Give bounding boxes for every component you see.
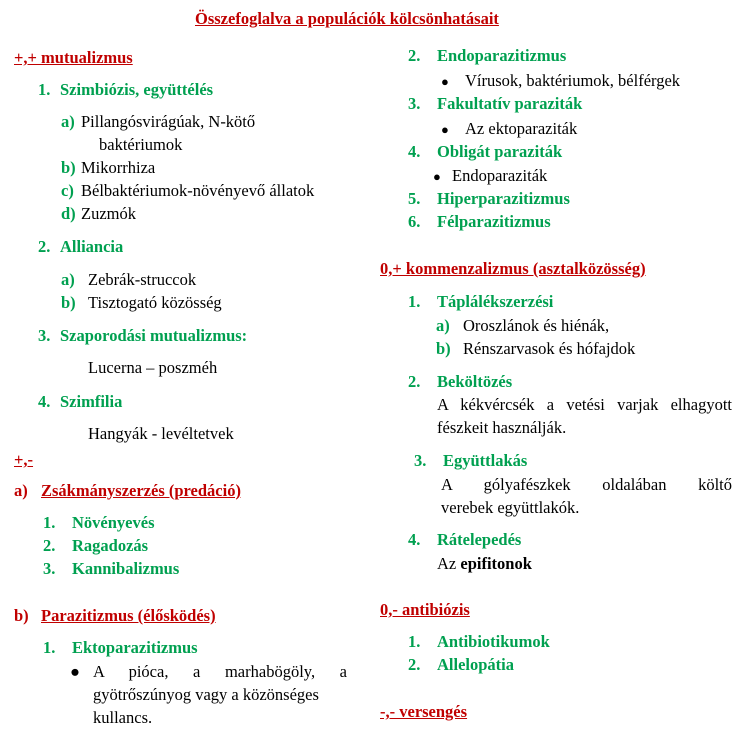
commensalism-item-2: 2. Beköltözés [408, 372, 513, 391]
antibiosis-item-2: 2. Allelopátia [408, 655, 514, 674]
commensalism-item-1-sub-b: b) Rénszarvasok és hófajdok [436, 339, 636, 358]
mutualism-item-4: 4. Szimfilia [38, 392, 123, 411]
commensalism-item-2-text-line-1: A kékvércsék a vetési varjak elhagyott [437, 395, 732, 414]
page-title: Összefoglalva a populációk kölcsönhatásait [195, 9, 499, 28]
parasitism-item-1: 1. Ektoparazitizmus [43, 638, 198, 657]
parasitism-item-1-text-line-1: A pióca, a marhabögöly, a [93, 662, 347, 681]
parasitism-item-1-text-line-2: gyötrőszúnyog vagy a közönséges [93, 685, 319, 704]
commensalism-item-1: 1. Táplálékszerzési [408, 292, 554, 311]
mutualism-item-1-sub-a-cont: baktériumok [99, 135, 183, 154]
commensalism-item-3: 3. Együttlakás [414, 451, 528, 470]
bullet-icon: ● [433, 169, 441, 184]
commensalism-item-4-text: Az epifitonok [437, 554, 532, 573]
parasitism-item-2-bullet: ● Vírusok, baktériumok, bélférgek [441, 71, 681, 90]
commensalism-item-4: 4. Rátelepedés [408, 530, 522, 549]
parasitism-item-6: 6. Félparazitizmus [408, 212, 551, 231]
parasitism-item-3-bullet: ● Az ektoparaziták [441, 119, 578, 138]
mutualism-item-3: 3. Szaporodási mutualizmus: [38, 326, 248, 345]
bullet-icon: ● [441, 122, 449, 137]
mutualism-item-2: 2. Alliancia [38, 237, 124, 256]
mutualism-item-1: 1. Szimbiózis, együttélés [38, 80, 214, 99]
bullet-icon: ● [441, 74, 449, 89]
parasitism-item-4: 4. Obligát paraziták [408, 142, 563, 161]
mutualism-item-1-sub-a: a) Pillangósvirágúak, N-kötő [61, 112, 256, 131]
mutualism-item-2-sub-a: a) Zebrák-struccok [61, 270, 197, 289]
mutualism-item-4-example: Hangyák - levéltetvek [88, 424, 234, 443]
predation-heading: a) Zsákmányszerzés (predáció) [14, 481, 241, 500]
parasitism-item-2: 2. Endoparazitizmus [408, 46, 567, 65]
predation-item-1: 1. Növényevés [43, 513, 155, 532]
predation-item-2: 2. Ragadozás [43, 536, 149, 555]
competition-heading: -,- versengés [380, 702, 468, 721]
parasitism-heading: b) Parazitizmus (élősködés) [14, 606, 216, 625]
mutualism-item-3-example: Lucerna – poszméh [88, 358, 218, 377]
antibiosis-item-1: 1. Antibiotikumok [408, 632, 550, 651]
mutualism-item-1-sub-c: c) Bélbaktériumok-növényevő állatok [61, 181, 315, 200]
parasitism-item-3: 3. Fakultatív paraziták [408, 94, 583, 113]
commensalism-item-3-text-line-1: A gólyafészkek oldalában költő [441, 475, 732, 494]
mutualism-item-1-sub-d: d) Zuzmók [61, 204, 136, 223]
predation-item-3: 3. Kannibalizmus [43, 559, 180, 578]
commensalism-item-3-text-line-2: verebek együttlakók. [441, 498, 580, 517]
commensalism-item-1-sub-a: a) Oroszlánok és hiénák, [436, 316, 610, 335]
bullet-icon: ● [70, 662, 80, 681]
parasitism-item-4-bullet: ● Endoparaziták [433, 166, 548, 185]
commensalism-heading: 0,+ kommenzalizmus (asztalközösség) [380, 259, 646, 278]
mutualism-item-1-sub-b: b) Mikorrhiza [61, 158, 156, 177]
antibiosis-heading: 0,- antibiózis [380, 600, 470, 619]
plus-minus-heading: +,- [14, 450, 34, 469]
parasitism-item-5: 5. Hiperparazitizmus [408, 189, 570, 208]
mutualism-item-2-sub-b: b) Tisztogató közösség [61, 293, 222, 312]
mutualism-heading: +,+ mutualizmus [14, 48, 133, 67]
parasitism-item-1-text-line-3: kullancs. [93, 708, 153, 727]
commensalism-item-2-text-line-2: fészkeit használják. [437, 418, 567, 437]
